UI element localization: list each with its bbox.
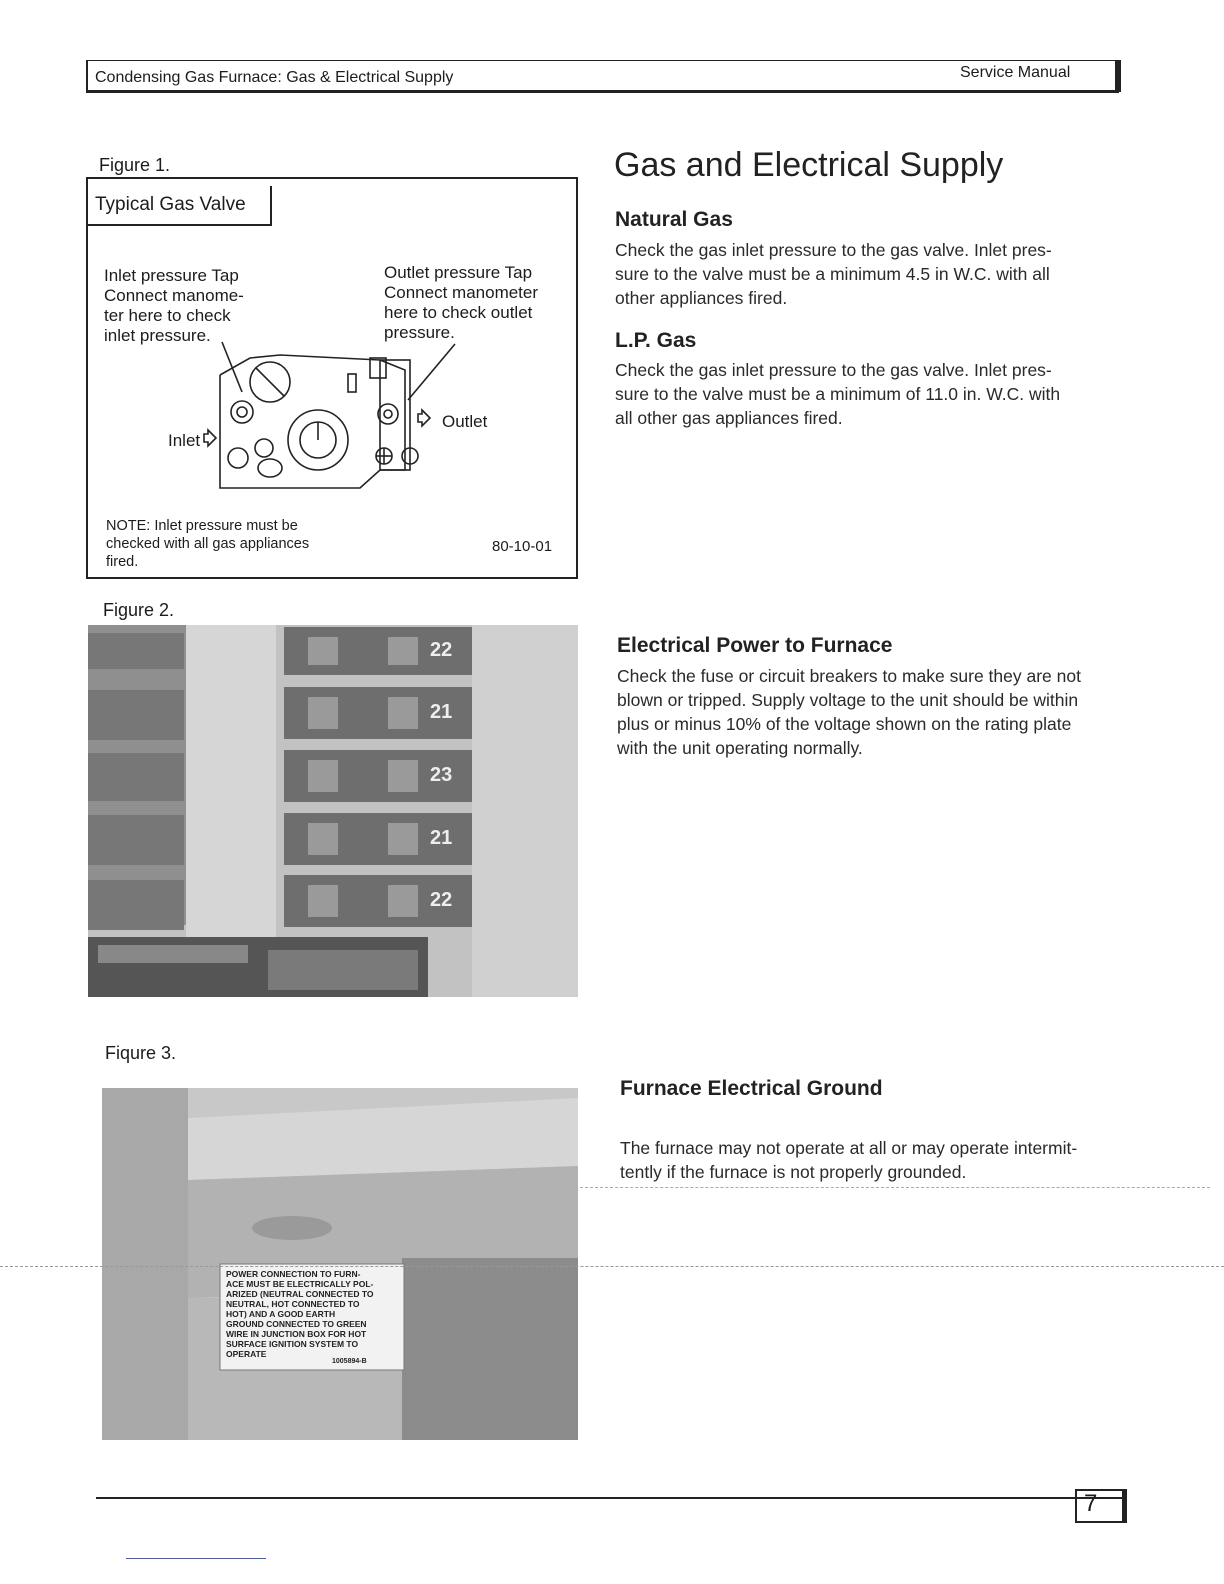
page-title: Gas and Electrical Supply — [614, 146, 1004, 184]
inlet-tap-line: inlet pressure. — [104, 326, 211, 345]
body-line: The furnace may not operate at all or may operate intermit- — [620, 1138, 1078, 1158]
inlet-tap-line: ter here to check — [104, 306, 231, 325]
warning-label-line: ARIZED (NEUTRAL CONNECTED TO — [226, 1289, 374, 1299]
figure3-caption: Fiqure 3. — [105, 1043, 177, 1063]
note-line: checked with all gas appliances — [106, 536, 310, 552]
header-section-title: Condensing Gas Furnace: Gas & Electrical Supply — [95, 69, 454, 86]
footer-rule — [96, 1497, 1126, 1499]
warning-label-text — [226, 1269, 406, 1359]
section-heading-lp-gas: L.P. Gas — [615, 329, 697, 352]
outlet-tap-line: here to check outlet — [384, 303, 533, 322]
body-line: blown or tripped. Supply voltage to the unit should be within — [617, 690, 1079, 710]
scan-artifact-line — [0, 1266, 1224, 1267]
body-line: sure to the valve must be a minimum of 11.0 in. W.C. with — [615, 384, 1061, 404]
note-line: fired. — [106, 554, 139, 570]
warning-label-line: OPERATE — [226, 1349, 267, 1359]
breaker-number: 22 — [430, 639, 453, 661]
warning-label-line: POWER CONNECTION TO FURN- — [226, 1269, 361, 1279]
section-heading-electrical-ground: Furnace Electrical Ground — [620, 1077, 883, 1100]
outlet-tap-line: Outlet pressure Tap — [384, 263, 533, 282]
breaker-number: 21 — [430, 701, 453, 723]
body-line: all other gas appliances fired. — [615, 408, 843, 428]
breaker-number: 23 — [430, 764, 453, 786]
figure1-caption: Figure 1. — [99, 155, 171, 175]
warning-label-line: SURFACE IGNITION SYSTEM TO — [226, 1339, 359, 1349]
inlet-label: Inlet — [168, 431, 201, 450]
section-body-lp-gas — [615, 358, 1125, 430]
outlet-tap-line: pressure. — [384, 323, 455, 342]
furnace-label-illustration — [102, 1088, 578, 1440]
footer-blue-rule — [126, 1558, 266, 1559]
warning-label-line: HOT) AND A GOOD EARTH — [226, 1309, 336, 1319]
furnace-label-photo — [102, 1088, 578, 1440]
body-line: Check the gas inlet pressure to the gas valve. Inlet pres- — [615, 360, 1052, 380]
figure1-code: 80-10-01 — [492, 538, 553, 555]
warning-label-line: NEUTRAL, HOT CONNECTED TO — [226, 1299, 360, 1309]
figure1-note — [106, 517, 309, 571]
figure1-title: Typical Gas Valve — [95, 194, 246, 215]
warning-label-line: WIRE IN JUNCTION BOX FOR HOT — [226, 1329, 367, 1339]
breaker-panel-photo — [88, 625, 578, 997]
body-line: with the unit operating normally. — [617, 738, 863, 758]
body-line: Check the gas inlet pressure to the gas valve. Inlet pres- — [615, 240, 1052, 260]
outlet-tap-line: Connect manometer — [384, 283, 539, 302]
body-line: Check the fuse or circuit breakers to make sure they are not — [617, 666, 1081, 686]
inlet-tap-line: Inlet pressure Tap — [104, 266, 239, 285]
breaker-number: 21 — [430, 827, 453, 849]
section-body-electrical-power — [617, 664, 1127, 760]
gas-valve-diagram — [160, 330, 480, 500]
note-line: NOTE: Inlet pressure must be — [106, 518, 298, 534]
body-line: other appliances fired. — [615, 288, 788, 308]
section-heading-natural-gas: Natural Gas — [615, 208, 733, 231]
page-number: 7 — [1084, 1490, 1098, 1517]
figure2-caption: Figure 2. — [103, 600, 175, 620]
page-number-frame — [1075, 1489, 1127, 1523]
warning-label-code: 1005894-B — [332, 1358, 367, 1365]
breaker-number: 22 — [430, 889, 453, 911]
section-heading-electrical-power: Electrical Power to Furnace — [617, 634, 893, 657]
outlet-label: Outlet — [442, 412, 488, 431]
warning-label-line: ACE MUST BE ELECTRICALLY POL- — [226, 1279, 374, 1289]
body-line: sure to the valve must be a minimum 4.5 in W.C. with all — [615, 264, 1050, 284]
header-manual-title: Service Manual — [960, 64, 1071, 81]
body-line: tently if the furnace is not properly grounded. — [620, 1162, 967, 1182]
scan-artifact-line — [580, 1187, 1210, 1188]
body-line: plus or minus 10% of the voltage shown on the rating plate — [617, 714, 1072, 734]
warning-label-line: GROUND CONNECTED TO GREEN — [226, 1319, 367, 1329]
section-body-electrical-ground — [620, 1136, 1130, 1184]
section-body-natural-gas — [615, 238, 1125, 310]
breaker-panel-illustration — [88, 625, 578, 997]
inlet-tap-line: Connect manome- — [104, 286, 244, 305]
header-bottom-rule — [86, 90, 1119, 93]
